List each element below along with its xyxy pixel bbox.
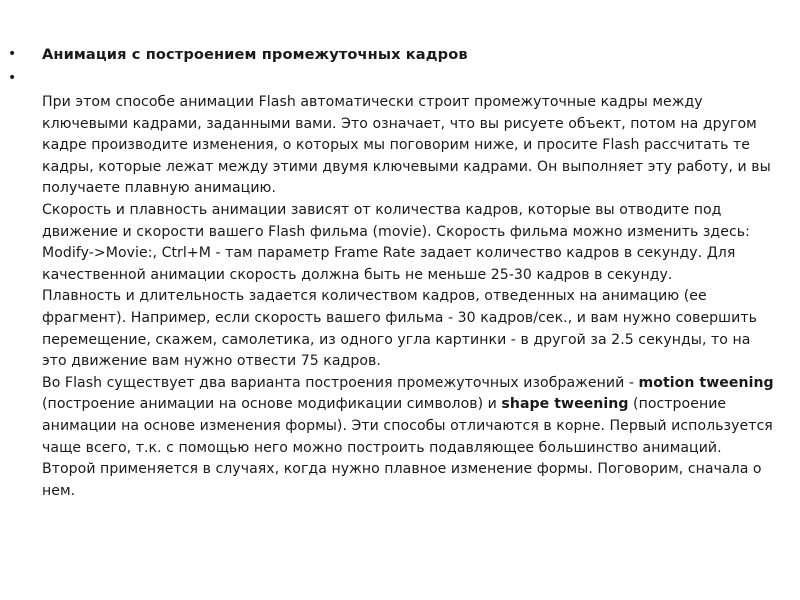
bullet-list xyxy=(8,44,774,502)
bullet-icon: • xyxy=(8,46,17,62)
bullet-item-heading xyxy=(8,44,774,66)
paragraph-intro: При этом способе анимации Flash автоматически строит промежуточные кадры между ключевыми кадрами, заданными вами. Это означает, что вы рисуете объект, потом на другом кадре производите изменения, о которых мы поговорим ниже, и просите Flash рассчитать те кадры, которые лежат между этими двумя ключевыми кадрами. Он выполняет эту работу, и вы получаете плавную анимацию. xyxy=(42,94,771,197)
variants-middle-text: (построение анимации на основе модификации символов) и xyxy=(42,396,502,413)
body-text xyxy=(42,68,774,502)
variants-outro-text: (построение анимации на основе изменения формы). Эти способы отличаются в корне. Первый используется чаще всего, т.к. с помощью него можно построить подавляющее большинство анимаций. Второй применяется в случаях, когда нужно плавное изменение формы. Поговорим, сначала о нем. xyxy=(42,396,773,499)
bullet-item-body xyxy=(8,68,774,502)
term-motion-tweening: motion tweening xyxy=(638,374,774,391)
paragraph-variants xyxy=(42,373,774,503)
paragraph-speed: Скорость и плавность анимации зависят от количества кадров, которые вы отводите под движение и скорости вашего Flash фильма (movie). Скорость фильма можно изменить здесь: Modify->Movie:, Ctrl+M - там параметр Frame Rate задает количество кадров в секунду. Для качественной анимации скорость должна быть не меньше 25-30 кадров в секунду. xyxy=(42,201,750,283)
paragraph-smoothness: Плавность и длительность задается количеством кадров, отведенных на анимацию (ее фрагмент). Например, если скорость вашего фильма - 30 кадров/сек., и вам нужно совершить перемещение, скажем, самолетика, из одного угла картинки - в другой за 2.5 секунды, то на это движение вам нужно отвести 75 кадров. xyxy=(42,288,757,370)
slide-heading: Анимация с построением промежуточных кадров xyxy=(42,46,468,63)
term-shape-tweening: shape tweening xyxy=(501,396,629,413)
bullet-icon: • xyxy=(8,70,17,86)
variants-intro-text: Во Flash существует два варианта построения промежуточных изображений - xyxy=(42,374,639,391)
